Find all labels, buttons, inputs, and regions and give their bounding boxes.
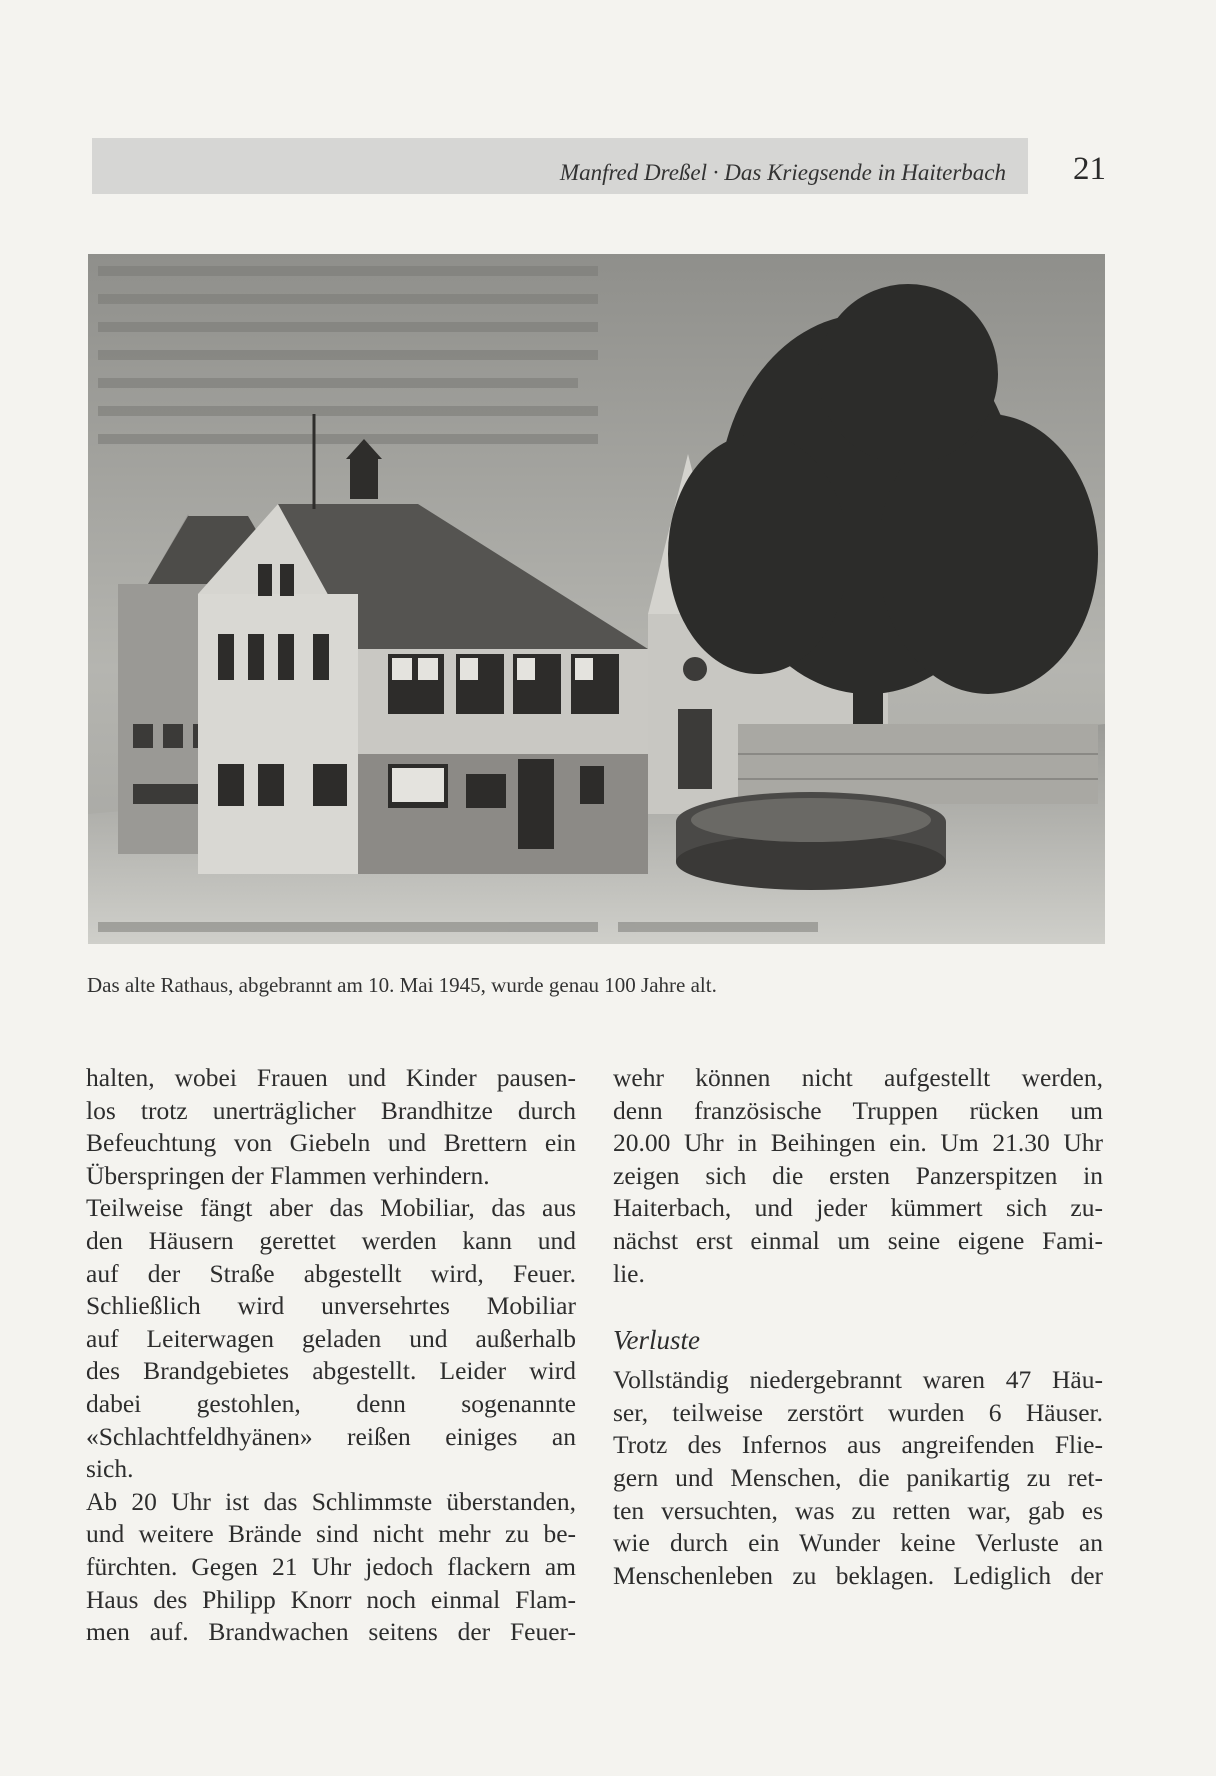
photo-illustration	[88, 254, 1105, 944]
text-line: zeigen sich die ersten Panzerspitzen in	[613, 1160, 1103, 1190]
text-line: des Brandgebietes abgestellt. Leider wird	[86, 1356, 576, 1386]
text-line: men auf. Brandwachen seitens der Feuer-	[86, 1617, 576, 1647]
town-hall-photograph	[88, 254, 1105, 944]
text-line: den Häusern gerettet werden kann und	[86, 1225, 576, 1255]
section-heading: Verluste	[613, 1325, 700, 1356]
figure-caption: Das alte Rathaus, abgebrannt am 10. Mai 1945, wurde genau 100 Jahre alt.	[87, 973, 717, 997]
text-line: lie.	[613, 1258, 645, 1288]
text-line: wie durch ein Wunder keine Verluste an	[613, 1528, 1103, 1558]
text-line: Vollständig niedergebrannt waren 47 Häu-	[613, 1365, 1103, 1395]
text-line: «Schlachtfeldhyänen» reißen einiges an	[86, 1421, 576, 1451]
right-text-column	[613, 1062, 1103, 1592]
text-line: und weitere Brände sind nicht mehr zu be-	[86, 1519, 576, 1549]
text-line: ser, teilweise zerstört wurden 6 Häuser.	[613, 1397, 1103, 1427]
text-line: nächst erst einmal um seine eigene Fami-	[613, 1225, 1103, 1255]
running-header-title: Manfred Dreßel · Das Kriegsende in Haiterbach	[559, 160, 1006, 185]
left-text-column	[86, 1062, 576, 1649]
text-line: fürchten. Gegen 21 Uhr jedoch flackern am	[86, 1551, 576, 1581]
text-line: Haiterbach, und jeder kümmert sich zu-	[613, 1193, 1103, 1223]
text-line: ten versuchten, was zu retten war, gab es	[613, 1495, 1103, 1525]
text-line: Ab 20 Uhr ist das Schlimmste überstanden,	[86, 1486, 576, 1516]
text-line: Trotz des Infernos aus angreifenden Flie-	[613, 1430, 1103, 1460]
text-line: halten, wobei Frauen und Kinder pausen-	[86, 1063, 576, 1092]
text-line: los trotz unerträglicher Brandhitze durch	[86, 1095, 576, 1125]
text-line: auf der Straße abgestellt wird, Feuer.	[86, 1258, 576, 1288]
text-line: 20.00 Uhr in Beihingen ein. Um 21.30 Uhr	[613, 1128, 1103, 1158]
text-line: Überspringen der Flammen verhindern.	[86, 1160, 490, 1190]
text-line: Haus des Philipp Knorr noch einmal Flam-	[86, 1584, 576, 1614]
text-line: sich.	[86, 1454, 134, 1484]
text-line: dabei gestohlen, denn sogenannte	[86, 1388, 576, 1418]
text-line: Teilweise fängt aber das Mobiliar, das aus	[86, 1193, 576, 1223]
text-line: Menschenleben zu beklagen. Lediglich der	[613, 1560, 1103, 1590]
text-line: Befeuchtung von Giebeln und Brettern ein	[86, 1128, 576, 1158]
page-number: 21	[1073, 151, 1106, 187]
text-line: gern und Menschen, die panikartig zu ret-	[613, 1462, 1103, 1492]
text-line: auf Leiterwagen geladen und außerhalb	[86, 1323, 576, 1353]
text-line: Schließlich wird unversehrtes Mobiliar	[86, 1291, 576, 1321]
text-line: wehr können nicht aufgestellt werden,	[613, 1063, 1103, 1092]
text-line: denn französische Truppen rücken um	[613, 1095, 1103, 1125]
